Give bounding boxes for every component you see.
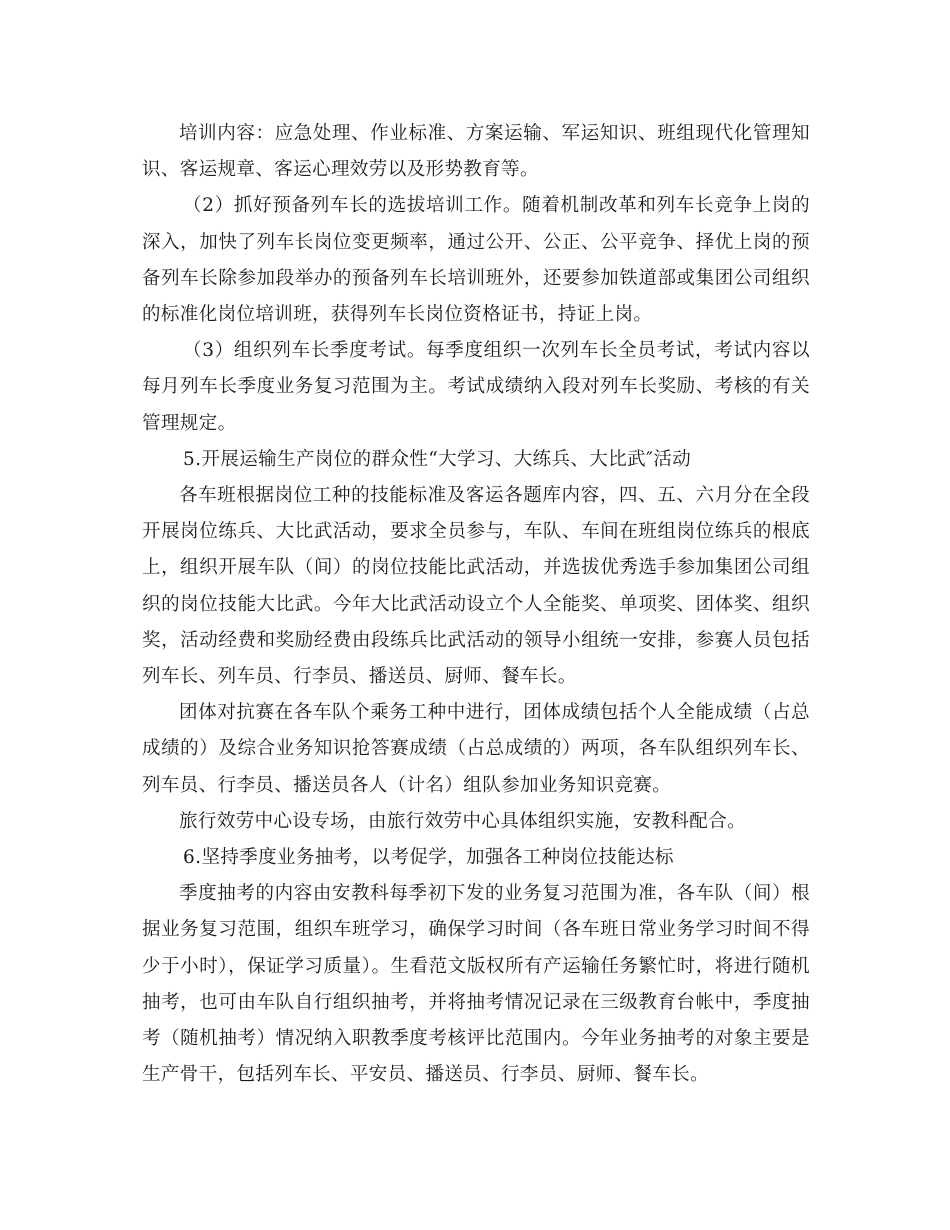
- section-heading-6: 6.坚持季度业务抽考，以考促学，加强各工种岗位技能达标: [183, 847, 674, 869]
- paragraph-quarterly-exam: 季度抽考的内容由安教科每季初下发的业务复习范围为准，各车队（间）根据业务复习范围，组织车班学习，确保学习时间（各车班日常业务学习时间不得少于小时），保证学习质量）。生看范文版权所有产运输任务繁忙时，将进行随机抽考，也可由车队自行组织抽考，并将抽考情况记录在三级教育台帐中，季度抽考（随机抽考）情况纳入职教季度考核评比范围内。今年业务抽考的对象主要是生产骨干，包括列车长、平安员、播送员、行李员、厨师、餐车长。: [142, 883, 810, 1086]
- paragraph-team-contest: 团体对抗赛在各车队个乘务工种中进行，团体成绩包括个人全能成绩（占总成绩的）及综合业务知识抢答赛成绩（占总成绩的）两项，各车队组织列车长、列车员、行李员、播送员各人（计名）组队参加业务知识竞赛。: [142, 702, 810, 796]
- paragraph-competition: 各车班根据岗位工种的技能标准及客运各题库内容，四、五、六月分在全段开展岗位练兵、大比武活动，要求全员参与，车队、车间在班组岗位练兵的根底上，组织开展车队（间）的岗位技能比武活动，并选拔优秀选手参加集团公司组织的岗位技能大比武。今年大比武活动设立个人全能奖、单项奖、团体奖、组织奖，活动经费和奖励经费由段练兵比武活动的领导小组统一安排，参赛人员包括列车长、列车员、行李员、播送员、厨师、餐车长。: [142, 485, 810, 688]
- paragraph-travel-service: 旅行效劳中心设专场，由旅行效劳中心具体组织实施，安教科配合。: [179, 810, 747, 832]
- paragraph-training-content: 培训内容：应急处理、作业标准、方案运输、军运知识、班组现代化管理知识、客运规章、客运心理效劳以及形势教育等。: [142, 123, 810, 181]
- document-body: [142, 116, 810, 1093]
- paragraph-item-3: （3）组织列车长季度考试。每季度组织一次列车长全员考试，考试内容以每月列车长季度业务复习范围为主。考试成绩纳入段对列车长奖励、考核的有关管理规定。: [142, 340, 810, 434]
- paragraph-item-2: （2）抓好预备列车长的选拔培训工作。随着机制改革和列车长竞争上岗的深入，加快了列车长岗位变更频率，通过公开、公正、公平竞争、择优上岗的预备列车长除参加段举办的预备列车长培训班外，还要参加铁道部或集团公司组织的标准化岗位培训班，获得列车长岗位资格证书，持证上岗。: [142, 195, 810, 326]
- section-heading-5: 5.开展运输生产岗位的群众性“大学习、大练兵、大比武″活动: [183, 448, 692, 470]
